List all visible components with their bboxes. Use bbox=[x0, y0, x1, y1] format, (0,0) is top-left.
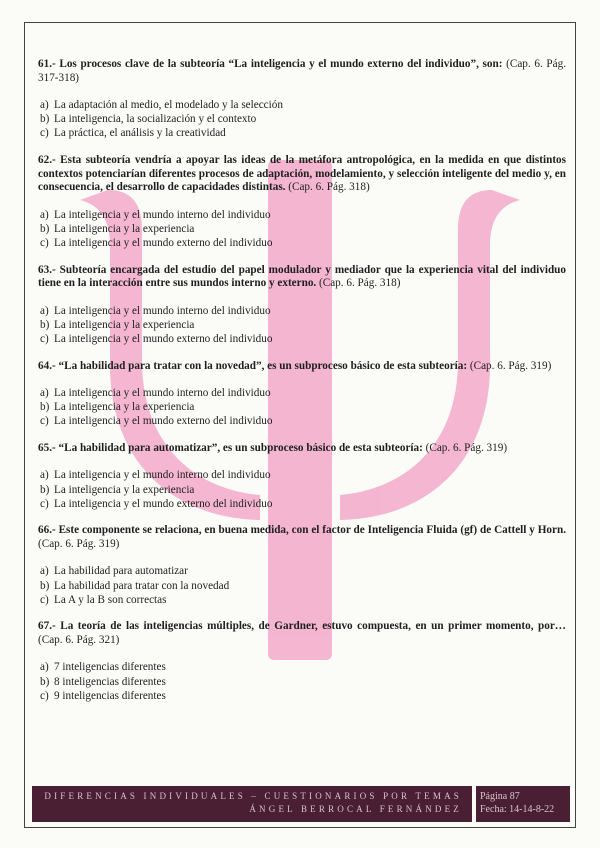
answer-option bbox=[40, 401, 566, 415]
question-reference: (Cap. 6. Pág. 318) bbox=[285, 181, 370, 194]
option-letter: b) bbox=[40, 401, 50, 414]
option-letter: a) bbox=[40, 99, 49, 112]
option-letter: b) bbox=[40, 222, 50, 235]
question-block bbox=[38, 58, 566, 141]
option-text: La inteligencia y el mundo interno del individuo bbox=[54, 304, 271, 317]
answer-option bbox=[40, 661, 566, 675]
option-letter: c) bbox=[40, 236, 49, 249]
question-text bbox=[38, 154, 566, 195]
options-list bbox=[38, 209, 566, 251]
option-letter: a) bbox=[40, 661, 49, 674]
question-block bbox=[38, 524, 566, 607]
question-reference: (Cap. 6. Pág. 321) bbox=[38, 633, 120, 646]
options-list bbox=[38, 469, 566, 511]
question-statement: 67.- La teoría de las inteligencias múltiples, de Gardner, estuvo compuesta, en un primer momento, por… bbox=[38, 620, 566, 633]
question-block bbox=[38, 442, 566, 511]
question-block bbox=[38, 264, 566, 347]
answer-option bbox=[40, 690, 566, 704]
options-list bbox=[38, 661, 566, 703]
answer-option bbox=[40, 127, 566, 141]
question-text bbox=[38, 620, 566, 647]
option-letter: c) bbox=[40, 593, 49, 606]
answer-option bbox=[40, 305, 566, 319]
answer-option bbox=[40, 209, 566, 223]
question-reference: (Cap. 6. Pág. 319) bbox=[38, 537, 120, 550]
option-text: La inteligencia y la experiencia bbox=[54, 318, 195, 331]
question-statement: 61.- Los procesos clave de la subteoría “La inteligencia y el mundo externo del individuo”, son: bbox=[38, 58, 503, 70]
option-letter: c) bbox=[40, 415, 49, 428]
option-letter: a) bbox=[40, 304, 49, 317]
answer-option bbox=[40, 319, 566, 333]
question-block bbox=[38, 360, 566, 429]
option-text: La inteligencia y el mundo externo del individuo bbox=[54, 497, 273, 510]
option-letter: a) bbox=[40, 565, 49, 578]
option-text: La inteligencia y el mundo externo del individuo bbox=[54, 332, 273, 345]
question-text bbox=[38, 360, 566, 374]
footer bbox=[32, 786, 570, 822]
option-letter: c) bbox=[40, 127, 49, 140]
option-text: La inteligencia y el mundo externo del individuo bbox=[54, 236, 273, 249]
option-text: La inteligencia y el mundo interno del individuo bbox=[54, 469, 271, 482]
options-list bbox=[38, 565, 566, 607]
option-text: La A y la B son correctas bbox=[54, 593, 167, 606]
option-text: 9 inteligencias diferentes bbox=[54, 689, 166, 702]
footer-meta bbox=[476, 786, 570, 822]
footer-course-title: DIFERENCIAS INDIVIDUALES – CUESTIONARIOS POR TEMAS bbox=[44, 791, 462, 801]
answer-option bbox=[40, 237, 566, 251]
question-statement: 65.- “La habilidad para automatizar”, es un subproceso básico de esta subteoría: bbox=[38, 441, 423, 454]
question-text bbox=[38, 264, 566, 291]
option-text: La inteligencia, la socialización y el contexto bbox=[54, 113, 257, 126]
option-text: La inteligencia y el mundo externo del individuo bbox=[54, 415, 273, 428]
answer-option bbox=[40, 594, 566, 608]
options-list bbox=[38, 99, 566, 141]
option-text: La inteligencia y el mundo interno del individuo bbox=[54, 387, 271, 400]
footer-date: Fecha: 14-14-8-22 bbox=[480, 804, 555, 815]
option-text: La inteligencia y la experiencia bbox=[54, 401, 195, 414]
option-text: La inteligencia y la experiencia bbox=[54, 222, 195, 235]
option-letter: c) bbox=[40, 332, 49, 345]
option-letter: b) bbox=[40, 675, 50, 688]
options-list bbox=[38, 387, 566, 429]
option-text: La habilidad para automatizar bbox=[54, 565, 188, 578]
answer-option bbox=[40, 498, 566, 512]
answer-option bbox=[40, 469, 566, 483]
question-statement: 62.- Esta subteoría vendría a apoyar las ideas de la metáfora antropológica, en la medida en que distintos contextos potenciarían diferentes procesos de adaptación, modelamiento, y selección inteligente del medio y, en consecuencia, el desarrollo de capacidades distintas. bbox=[38, 153, 566, 194]
option-text: La adaptación al medio, el modelado y la selección bbox=[54, 99, 283, 112]
option-letter: c) bbox=[40, 689, 49, 702]
option-text: La práctica, el análisis y la creatividad bbox=[54, 127, 226, 140]
option-letter: a) bbox=[40, 387, 49, 400]
footer-page-number: Página 87 bbox=[480, 791, 520, 802]
option-letter: a) bbox=[40, 208, 49, 221]
question-statement: 64.- “La habilidad para tratar con la novedad”, es un subproceso básico de esta subteoría: bbox=[38, 359, 468, 372]
answer-option bbox=[40, 580, 566, 594]
options-list bbox=[38, 305, 566, 347]
option-text: 8 inteligencias diferentes bbox=[54, 675, 166, 688]
footer-author: ÁNGEL BERROCAL FERNÁNDEZ bbox=[249, 804, 462, 814]
question-statement: 63.- Subteoría encargada del estudio del papel modulador y mediador que la experiencia vital del individuo tiene en la interacción entre sus mundos interno y externo. bbox=[38, 263, 566, 290]
question-reference: (Cap. 6. Pág. 318) bbox=[316, 277, 401, 290]
question-statement: 66.- Este componente se relaciona, en buena medida, con el factor de Inteligencia Fluida (gf) de Cattell y Horn. bbox=[38, 524, 566, 537]
option-letter: c) bbox=[40, 497, 49, 510]
option-letter: b) bbox=[40, 483, 50, 496]
answer-option bbox=[40, 99, 566, 113]
questions-list bbox=[38, 58, 566, 716]
question-text bbox=[38, 524, 566, 551]
question-block bbox=[38, 620, 566, 703]
question-text bbox=[38, 442, 566, 456]
option-letter: b) bbox=[40, 579, 50, 592]
question-block bbox=[38, 154, 566, 251]
answer-option bbox=[40, 565, 566, 579]
option-text: La inteligencia y el mundo interno del individuo bbox=[54, 208, 271, 221]
answer-option bbox=[40, 113, 566, 127]
question-reference: (Cap. 6. Pág. 317-318) bbox=[38, 58, 566, 84]
option-letter: b) bbox=[40, 318, 50, 331]
answer-option bbox=[40, 387, 566, 401]
answer-option bbox=[40, 676, 566, 690]
question-text bbox=[38, 58, 566, 85]
answer-option bbox=[40, 223, 566, 237]
option-letter: a) bbox=[40, 469, 49, 482]
option-text: 7 inteligencias diferentes bbox=[54, 661, 166, 674]
answer-option bbox=[40, 484, 566, 498]
option-text: La habilidad para tratar con la novedad bbox=[54, 579, 230, 592]
answer-option bbox=[40, 415, 566, 429]
footer-title-band bbox=[32, 786, 472, 822]
question-reference: (Cap. 6. Pág. 319) bbox=[422, 441, 508, 454]
question-reference: (Cap. 6. Pág. 319) bbox=[467, 359, 552, 372]
answer-option bbox=[40, 333, 566, 347]
option-text: La inteligencia y la experiencia bbox=[54, 483, 195, 496]
option-letter: b) bbox=[40, 113, 50, 126]
